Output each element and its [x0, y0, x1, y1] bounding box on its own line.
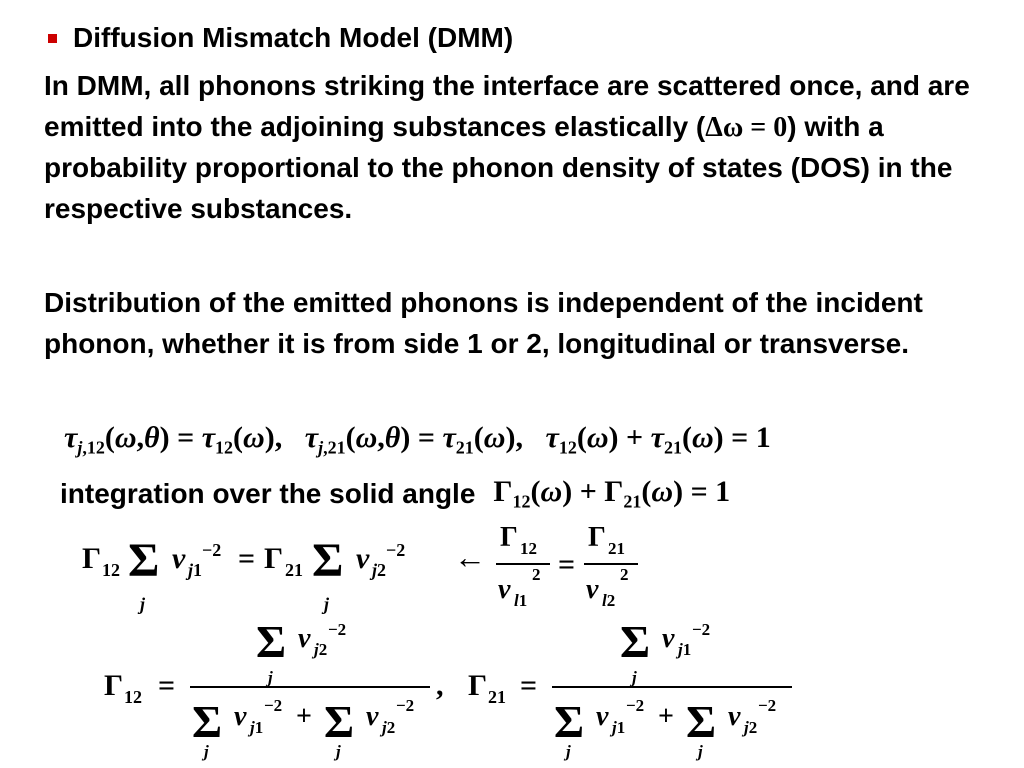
integration-row	[60, 473, 730, 515]
svg-text:−2: −2	[202, 540, 222, 560]
svg-text:j1: j1	[612, 718, 626, 737]
svg-text:j2: j2	[744, 718, 758, 737]
paragraph1-text-before: In DMM, all phonons striking the interface are scattered once, and are emitted into the adjoining substances elastically (	[44, 70, 970, 142]
svg-text:12: 12	[520, 539, 537, 558]
distribution-paragraph: Distribution of the emitted phonons is independent of the incident phonon, whether it is from side 1 or 2, longitudinal or transverse.	[44, 287, 923, 359]
square-bullet-icon	[48, 34, 57, 43]
svg-text:l1: l1	[514, 591, 528, 610]
svg-text:−2: −2	[328, 620, 347, 639]
svg-text:j: j	[140, 594, 146, 614]
svg-text:v: v	[498, 574, 511, 605]
svg-text:v: v	[586, 574, 599, 605]
svg-text:Σ: Σ	[312, 534, 344, 587]
svg-text:21: 21	[488, 687, 506, 707]
svg-text:Σ: Σ	[686, 696, 717, 747]
svg-text:v: v	[728, 701, 741, 732]
delta-omega-equation: Δω = 0	[705, 111, 788, 143]
svg-text:j: j	[204, 742, 209, 761]
svg-text:v: v	[366, 701, 379, 732]
svg-text:j: j	[698, 742, 703, 761]
svg-text:−2: −2	[396, 696, 415, 715]
svg-text:j2: j2	[314, 640, 328, 659]
svg-text:j1: j1	[678, 640, 692, 659]
svg-text:2: 2	[532, 565, 541, 584]
svg-text:j: j	[324, 594, 330, 614]
svg-text:v: v	[662, 623, 675, 654]
svg-text:−2: −2	[758, 696, 777, 715]
svg-text:v: v	[356, 542, 370, 575]
svg-text:12: 12	[102, 560, 120, 580]
integration-label: integration over the solid angle	[60, 478, 476, 509]
svg-text:Σ: Σ	[554, 696, 585, 747]
svg-text:j2: j2	[372, 560, 387, 580]
svg-text:j: j	[566, 742, 571, 761]
svg-text:21: 21	[608, 539, 625, 558]
svg-text:v: v	[596, 701, 609, 732]
svg-text:−2: −2	[692, 620, 711, 639]
svg-text:Σ: Σ	[620, 616, 651, 667]
slide-title: Diffusion Mismatch Model (DMM)	[73, 22, 514, 53]
svg-text:v: v	[298, 623, 311, 654]
dmm-description-paragraph	[44, 66, 974, 229]
svg-text:j2: j2	[382, 718, 396, 737]
svg-text:Σ: Σ	[128, 534, 160, 587]
svg-text:−2: −2	[386, 540, 406, 560]
svg-text:j: j	[336, 742, 341, 761]
svg-text:Γ: Γ	[264, 542, 284, 575]
svg-text:←: ←	[454, 539, 486, 575]
svg-text:j: j	[268, 668, 273, 687]
svg-text:Σ: Σ	[192, 696, 223, 747]
heading-row	[48, 20, 513, 56]
sum-balance-equation	[80, 518, 660, 618]
svg-text:Γ: Γ	[588, 522, 606, 553]
svg-text:Γ: Γ	[82, 542, 102, 575]
svg-text:,: ,	[436, 669, 444, 702]
svg-text:21: 21	[285, 560, 303, 580]
svg-text:12: 12	[124, 687, 142, 707]
gamma-solutions-equation	[100, 605, 800, 765]
svg-text:+: +	[658, 701, 674, 732]
svg-text:Σ: Σ	[324, 696, 355, 747]
svg-text:Γ: Γ	[468, 669, 488, 702]
paragraph1-text-after: ) with a probability proportional to the phonon density of states (DOS) in the respective substances.	[44, 110, 953, 224]
svg-text:Γ: Γ	[500, 522, 518, 553]
svg-text:j1: j1	[250, 718, 264, 737]
svg-text:j: j	[632, 668, 637, 687]
svg-text:−2: −2	[264, 696, 283, 715]
svg-text:Γ: Γ	[104, 669, 124, 702]
svg-text:=: =	[558, 548, 576, 581]
svg-text:2: 2	[620, 565, 629, 584]
gamma-sum-equation: $\Gamma_{12}(\omega) + \Gamma_{21}(\omega) = 1$	[493, 475, 731, 512]
svg-text:v: v	[234, 701, 247, 732]
svg-text:v: v	[172, 542, 186, 575]
svg-text:+: +	[296, 701, 312, 732]
svg-text:=: =	[520, 669, 538, 702]
svg-text:Σ: Σ	[256, 616, 287, 667]
svg-text:=: =	[238, 542, 256, 575]
svg-text:=: =	[158, 669, 176, 702]
svg-text:j1: j1	[188, 560, 203, 580]
svg-text:−2: −2	[626, 696, 645, 715]
svg-text:l2: l2	[602, 591, 616, 610]
tau-relations-equation: $\tau_{j,12}(\omega,\theta) = \tau_{12}(\omega)$, $\tau_{j,21}(\omega,\theta) = \tau_{21}(\omega)$, $\tau_{12}(\omega) + \tau_{21}(\omega) = 1$	[64, 421, 771, 458]
